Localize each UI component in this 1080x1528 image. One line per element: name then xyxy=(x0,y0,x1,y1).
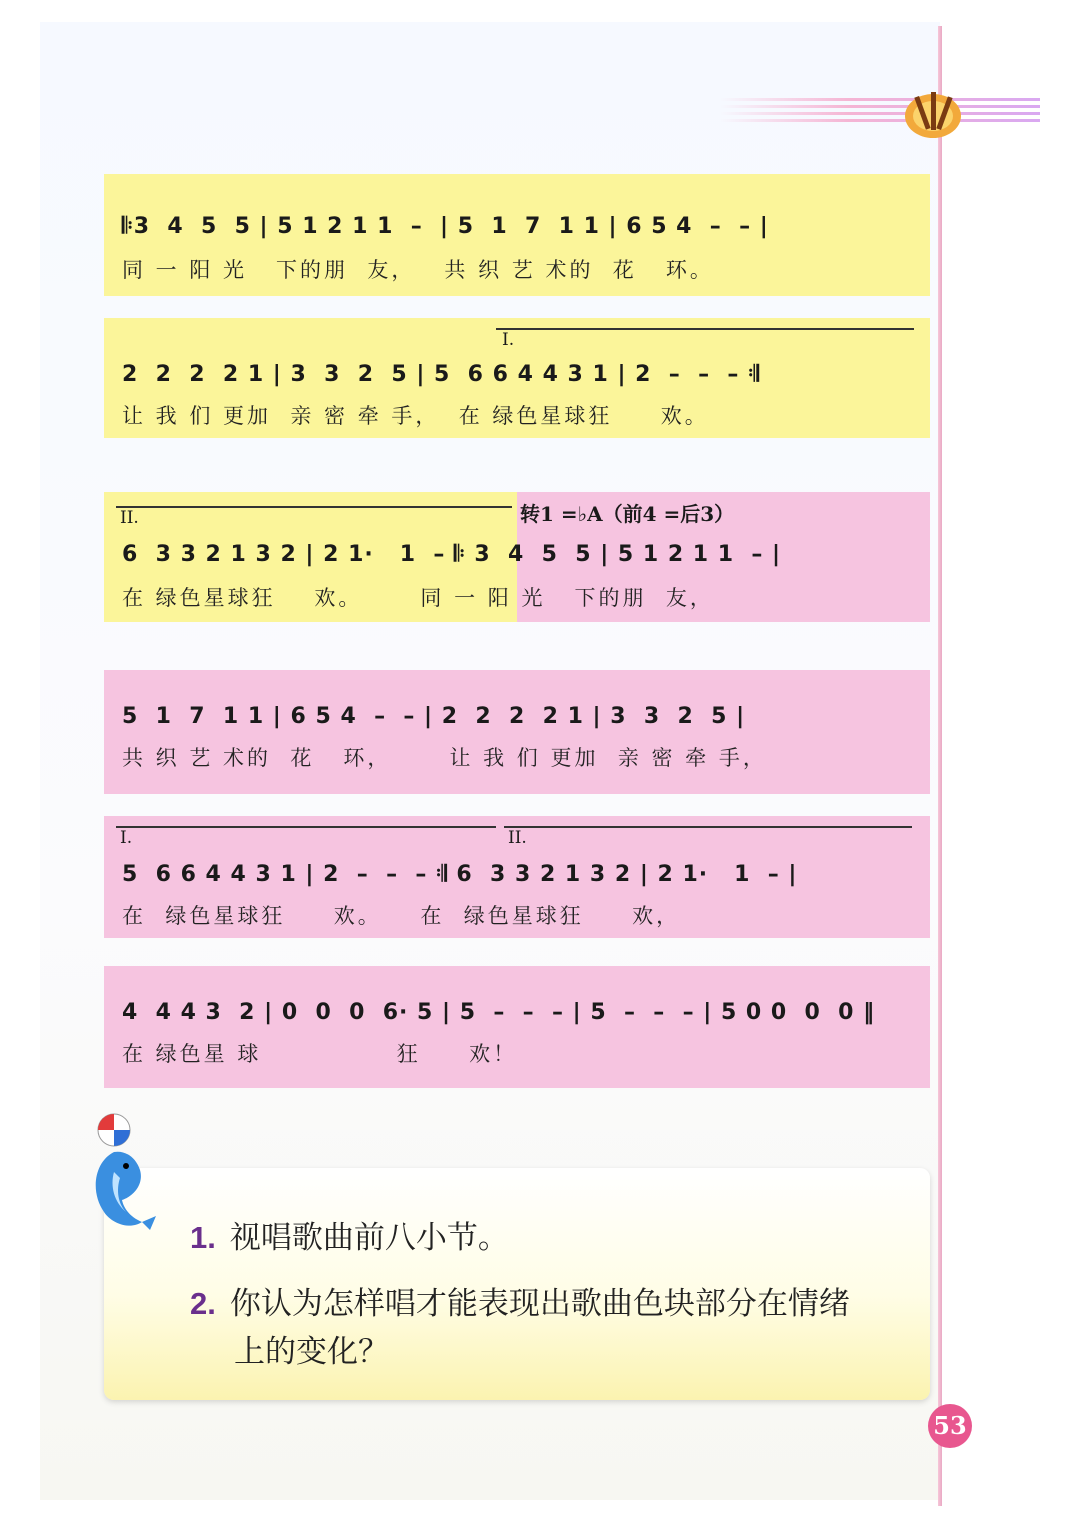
volta-label: I. xyxy=(120,828,133,848)
key-change-label: 转1 =♭A（前4 =后3） xyxy=(520,502,735,526)
question-2-continued xyxy=(234,1326,389,1371)
page-number: 53 xyxy=(928,1404,972,1448)
score-row-6 xyxy=(104,966,930,1088)
volta-bracket xyxy=(116,506,512,508)
score-row-4 xyxy=(104,670,930,794)
question-number: 1. xyxy=(190,1220,216,1255)
notes-line: 4 4 4 3 2 | 0 0 0 6· 5 | 5 – – – | 5 – – – | 5 0 0 0 0 ‖ xyxy=(122,1000,876,1025)
question-text: 视唱歌曲前八小节。 xyxy=(229,1220,509,1255)
score-row-5 xyxy=(104,816,930,938)
volta-bracket xyxy=(504,826,912,828)
page-margin-line xyxy=(938,26,942,1506)
lyrics-line: 在 绿色星 球 狂 欢！ xyxy=(122,1042,518,1066)
lyrics-line: 在 绿色星球狂 欢。 同 一 阳 光 下的朋 友， xyxy=(122,586,714,610)
dolphin-mascot-icon xyxy=(84,1112,160,1236)
volta-bracket xyxy=(116,826,496,828)
lyrics-line: 共 织 艺 术的 花 环， 让 我 们 更加 亲 密 牵 手， xyxy=(122,746,767,770)
question-text: 上的变化？ xyxy=(234,1334,389,1369)
notes-line: 2 2 2 2 1 | 3 3 2 5 | 5 6 6 4 4 3 1 | 2 – – – 𝄇 xyxy=(122,362,760,387)
question-2 xyxy=(190,1278,850,1323)
notes-line: 6 3 3 2 1 3 2 | 2 1· 1 – 𝄆 3 4 5 5 | 5 1 2 1 1 – | xyxy=(122,542,782,567)
notes-line: 5 1 7 1 1 | 6 5 4 – – | 2 2 2 2 1 | 3 3 2 5 | xyxy=(122,704,746,729)
lyrics-line: 让 我 们 更加 亲 密 牵 手， 在 绿色星球狂 欢。 xyxy=(122,404,709,428)
score-row-1 xyxy=(104,174,930,296)
question-1 xyxy=(190,1212,509,1257)
beach-ball-icon xyxy=(98,1114,130,1146)
notes-line: 5 6 6 4 4 3 1 | 2 – – – 𝄇 6 3 3 2 1 3 2 | 2 1· 1 – | xyxy=(122,862,798,887)
volta-bracket xyxy=(496,328,914,330)
instrument-badge-icon xyxy=(900,86,966,142)
score-row-3 xyxy=(104,492,930,622)
lyrics-line: 在 绿色星球狂 欢。 在 绿色星球狂 欢， xyxy=(122,904,681,928)
header-decoration xyxy=(720,98,1040,132)
question-text: 你认为怎样唱才能表现出歌曲色块部分在情绪 xyxy=(229,1286,850,1321)
lyrics-line: 同 一 阳 光 下的朋 友， 共 织 艺 术的 花 环。 xyxy=(122,258,714,282)
question-number: 2. xyxy=(190,1286,216,1321)
question-box xyxy=(104,1168,930,1400)
score-row-2 xyxy=(104,318,930,438)
volta-label: II. xyxy=(120,508,139,528)
notes-line: 𝄆3 4 5 5 | 5 1 2 1 1 – | 5 1 7 1 1 | 6 5 4 – – | xyxy=(122,214,769,239)
volta-label: II. xyxy=(508,828,527,848)
volta-label: I. xyxy=(502,330,515,350)
